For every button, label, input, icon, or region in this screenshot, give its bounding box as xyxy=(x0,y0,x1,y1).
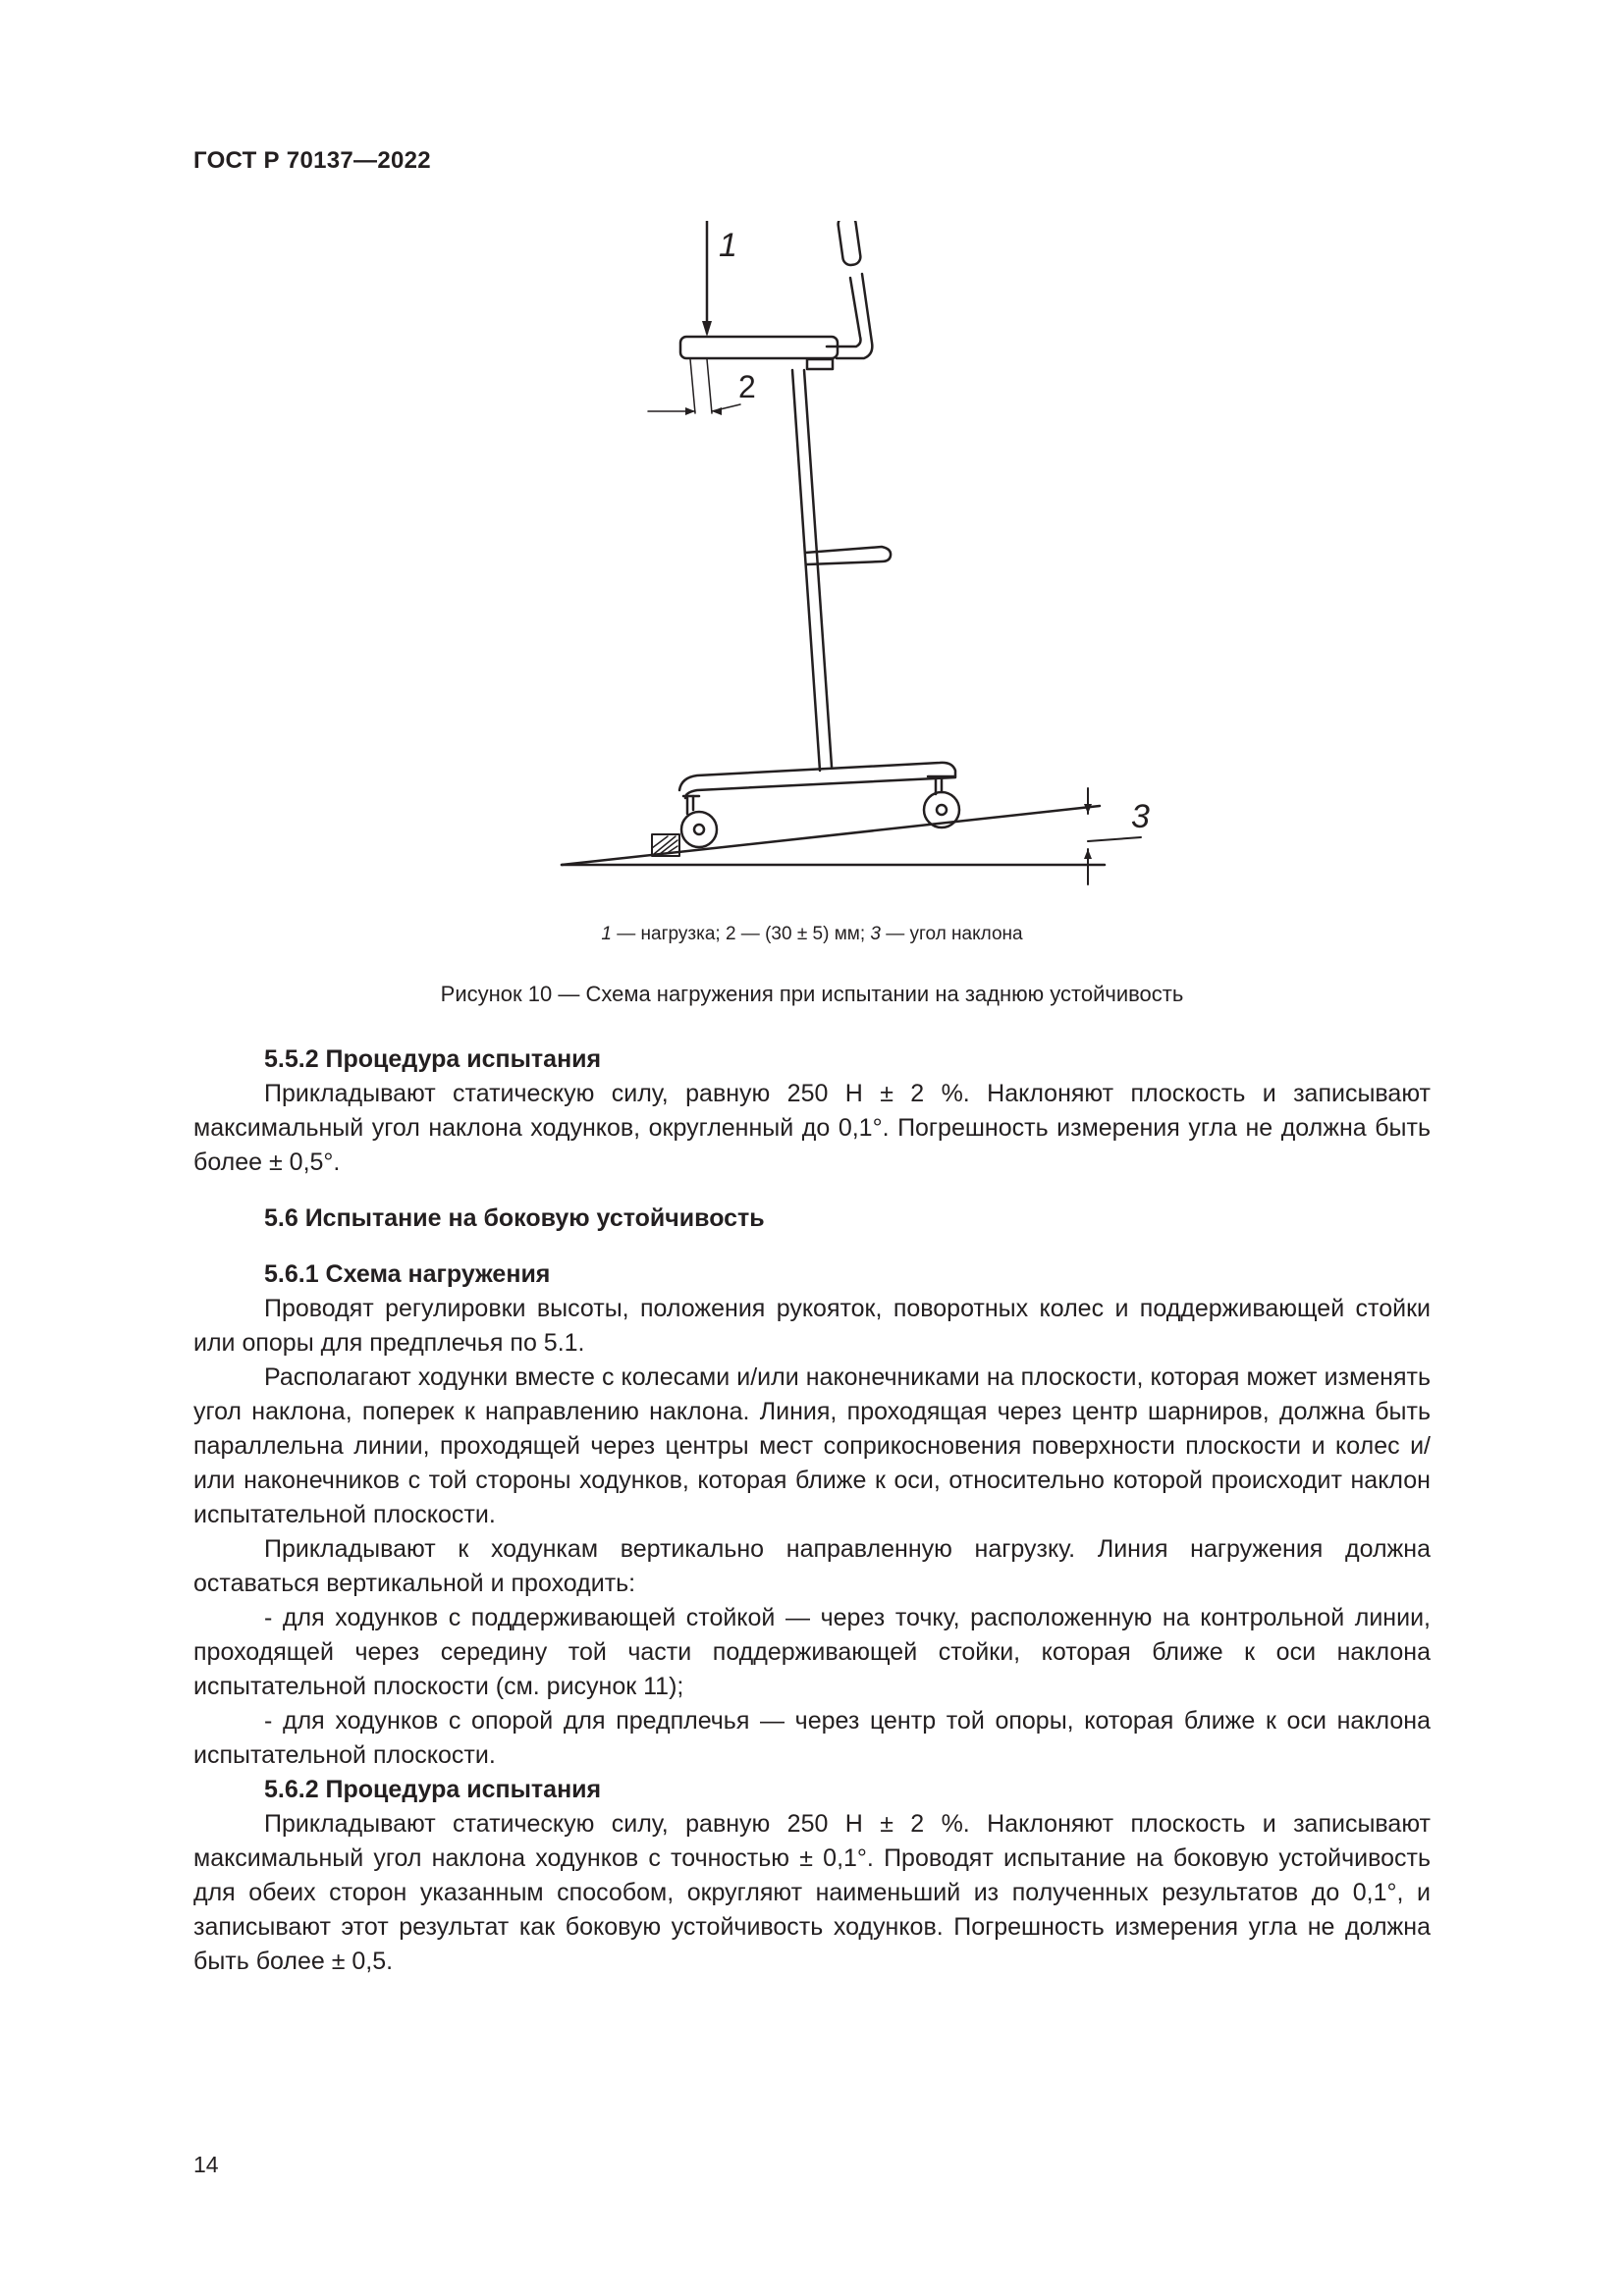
base-frame xyxy=(679,763,955,798)
list-item-2: - для ходунков с опорой для предплечья — через центр той опоры, которая ближе к оси наклона испытательной плоскости. xyxy=(193,1707,1431,1769)
callout-2: 2 xyxy=(738,369,756,404)
section-5-6-1-title: 5.6.1 Схема нагружения xyxy=(264,1260,551,1288)
figure-caption: Рисунок 10 — Схема нагружения при испытании на заднюю устойчивость xyxy=(440,982,1184,1006)
section-5-5-2-title: 5.5.2 Процедура испытания xyxy=(264,1045,602,1073)
section-5-6-2-title: 5.6.2 Процедура испытания xyxy=(264,1776,602,1803)
body-text xyxy=(193,1042,1431,1979)
section-5-5-2-paragraph: Прикладывают статическую силу, равную 250 Н ± 2 %. Наклоняют плоскость и записывают максимальный угол наклона ходунков, округленный до 0,1°. Погрешность измерения угла не должна быть более ± 0,5°. xyxy=(193,1080,1431,1176)
inclined-plane xyxy=(562,806,1100,865)
walker-load-diagram xyxy=(550,221,1159,898)
callout-3: 3 xyxy=(1131,798,1150,835)
section-5-6-1-paragraph-3: Прикладывают к ходункам вертикально направленную нагрузку. Линия нагружения должна оставаться вертикальной и проходить: xyxy=(193,1535,1431,1597)
forearm-platform xyxy=(680,337,838,358)
handle-grip xyxy=(838,221,862,266)
section-5-6-1-paragraph-2: Располагают ходунки вместе с колесами и/или наконечниками на плоскости, которая может изменять угол наклона, поперек к направлению наклона. Линия, проходящая через центр шарниров, должна быть параллельна линии, проходящей через центры мест соприкосновения поверхности плоскости и колес и/или наконечников с той стороны ходунков, которая ближе к оси, относительно которой происходит наклон испытательной плоскости. xyxy=(193,1363,1431,1528)
section-5-6-1-paragraph-1: Проводят регулировки высоты, положения рукояток, поворотных колес и поддерживающей стойки или опоры для предплечья по 5.1. xyxy=(193,1295,1431,1357)
document-header: ГОСТ Р 70137—2022 xyxy=(193,147,431,174)
figure-legend: 1 — нагрузка; 2 — (30 ± 5) мм; 3 — угол наклона xyxy=(601,924,1023,944)
handle xyxy=(827,274,872,358)
callout-1: 1 xyxy=(719,227,737,264)
rear-wheel xyxy=(681,812,717,847)
column xyxy=(792,370,820,771)
page-number: 14 xyxy=(193,2152,219,2177)
list-item-1: - для ходунков с поддерживающей стойкой — через точку, расположенную на контрольной линии, проходящей через середину той части поддерживающей стойки, которая ближе к оси наклона испытательной плоскости (см. рисунок 11); xyxy=(193,1604,1431,1700)
section-5-6-2-paragraph: Прикладывают статическую силу, равную 250 Н ± 2 %. Наклоняют плоскость и записывают максимальный угол наклона ходунков с точностью ± 0,1°. Проводят испытание на боковую устойчивость для обеих сторон указанным способом, округляют наименьший из полученных результатов до 0,1°, и записывают этот результат как боковую устойчивость ходунков. Погрешность измерения угла не должна быть более ± 0,5. xyxy=(193,1810,1431,1975)
section-5-6-title: 5.6 Испытание на боковую устойчивость xyxy=(264,1204,765,1232)
